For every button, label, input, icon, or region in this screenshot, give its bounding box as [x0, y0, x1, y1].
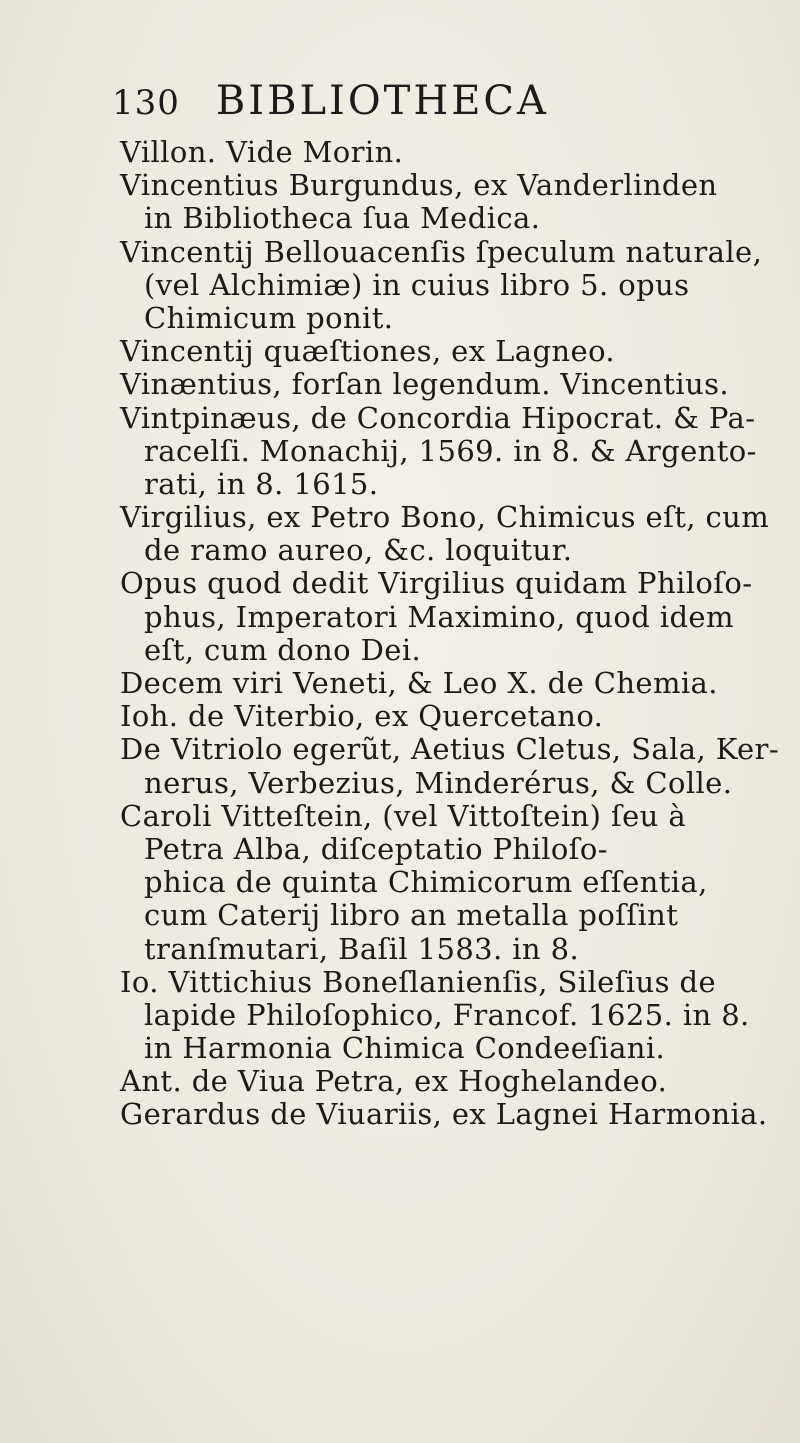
text-line: cum Caterij libro an metalla poſſint	[144, 898, 679, 933]
text-line: in Harmonia Chimica Condeeſiani.	[144, 1031, 666, 1066]
page-number: 130	[112, 83, 180, 123]
text-line: nerus, Verbezius, Minderérus, & Colle.	[144, 765, 733, 800]
text-line: Vincentij Bellouacenſis ſpeculum naturale,	[120, 234, 763, 269]
text-line: phus, Imperatori Maximino, quod idem	[144, 599, 734, 634]
text-line: Petra Alba, diſceptatio Philoſo-	[144, 831, 608, 866]
text-line: Opus quod dedit Virgilius quidam Philoſo-	[120, 566, 753, 601]
text-line: Caroli Vitteſtein, (vel Vittoſtein) ſeu à	[120, 798, 687, 833]
text-line: lapide Philoſophico, Francof. 1625. in 8.	[144, 997, 750, 1032]
text-line: Ant. de Viua Petra, ex Hoghelandeo.	[120, 1064, 668, 1099]
text-line: rati, in 8. 1615.	[144, 466, 379, 501]
text-line: Vinæntius, forſan legendum. Vincentius.	[120, 367, 730, 402]
text-line: tranſmutari, Baſil 1583. in 8.	[144, 931, 580, 966]
text-line: phica de quinta Chimicorum eſſentia,	[144, 865, 708, 900]
text-line: Decem viri Veneti, & Leo X. de Chemia.	[120, 666, 718, 700]
text-line: eſt, cum dono Dei.	[144, 632, 422, 667]
text-line: Chimicum ponit.	[144, 300, 394, 335]
catalog-entries	[120, 136, 780, 1132]
running-title: BIBLIOTHECA	[215, 78, 549, 124]
text-line: Vintpinæus, de Concordia Hipocrat. & Pa-	[120, 400, 756, 435]
text-line: Io. Vittichius Boneſlanienſis, Sileſius de	[120, 964, 717, 999]
text-line: Vincentius Burgundus, ex Vanderlinden	[120, 168, 718, 203]
text-line: Ioh. de Viterbio, ex Quercetano.	[120, 699, 604, 734]
text-line: de ramo aureo, &c. loquitur.	[144, 533, 573, 568]
text-line: Villon. Vide Morin.	[120, 135, 404, 169]
text-line: Virgilius, ex Petro Bono, Chimicus eſt, cum	[120, 500, 770, 535]
page-header	[112, 78, 549, 128]
text-line: in Bibliotheca ſua Medica.	[144, 201, 541, 236]
text-line: Vincentij quæſtiones, ex Lagneo.	[120, 334, 616, 369]
text-line: De Vitriolo egerũt, Aetius Cletus, Sala, Ker-	[120, 732, 780, 767]
text-line: (vel Alchimiæ) in cuius libro 5. opus	[144, 267, 690, 302]
text-line: racelſi. Monachij, 1569. in 8. & Argento-	[144, 433, 757, 468]
text-line: Gerardus de Viuariis, ex Lagnei Harmonia.	[120, 1097, 768, 1132]
